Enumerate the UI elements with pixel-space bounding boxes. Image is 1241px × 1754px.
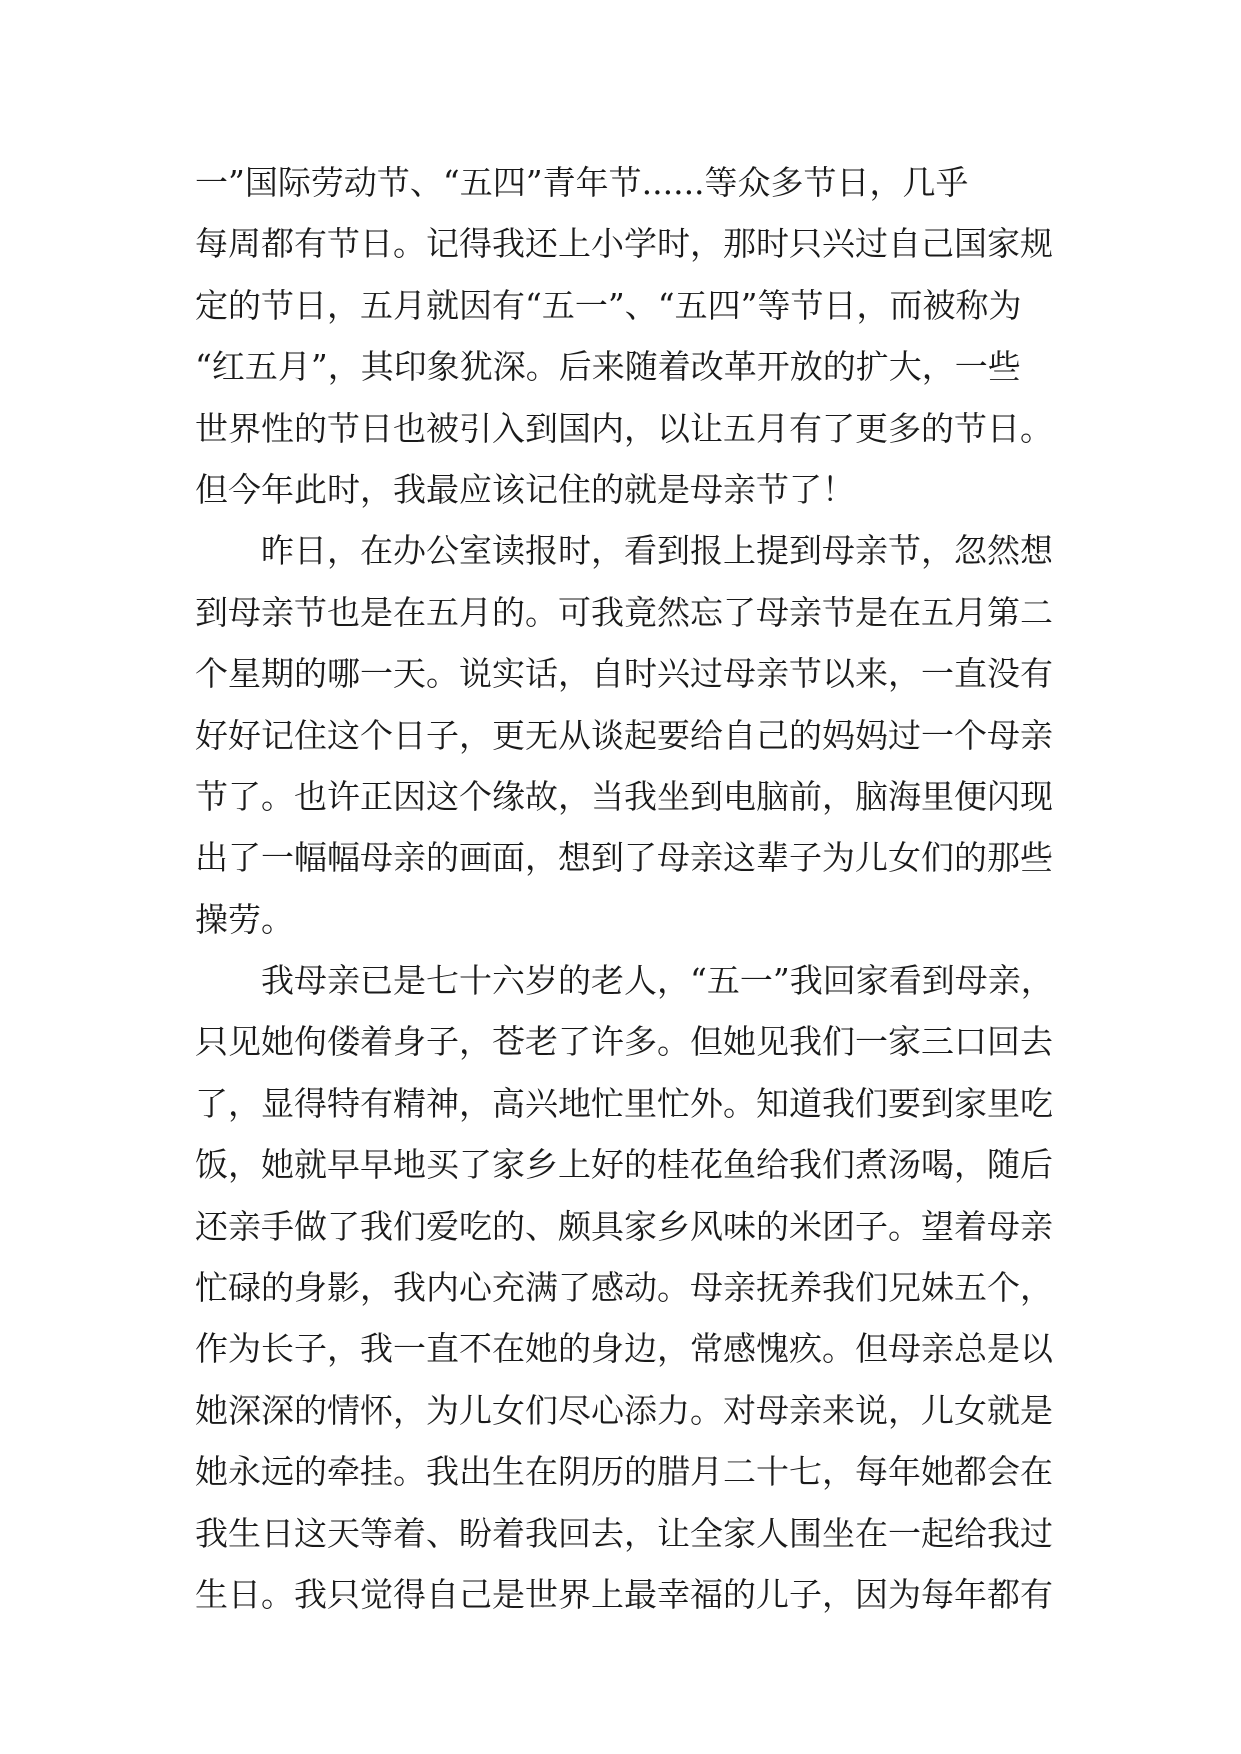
text-line: “红五月”，其印象犹深。后来随着改革开放的扩大，一些 [195,347,1021,387]
text-line: 生日。我只觉得自己是世界上最幸福的儿子，因为每年都有 [195,1574,1053,1614]
text-line: 每周都有节日。记得我还上小学时，那时只兴过自己国家规 [195,224,1053,264]
text-line: 她永远的牵挂。我出生在阴历的腊月二十七，每年她都会在 [195,1452,1053,1492]
text-line: 还亲手做了我们爱吃的、颇具家乡风味的米团子。望着母亲 [195,1206,1053,1246]
text-line: 节了。也许正因这个缘故，当我坐到电脑前，脑海里便闪现 [195,776,1053,816]
text-line: 她深深的情怀，为儿女们尽心添力。对母亲来说，儿女就是 [195,1390,1053,1430]
paragraph-1 [195,152,1065,520]
paragraph-2 [195,520,1065,950]
text-line: 一”国际劳动节、“五四”青年节......等众多节日，几乎 [195,163,969,202]
document-page [195,152,1065,1625]
text-line: 但今年此时，我最应该记住的就是母亲节了！ [195,469,855,509]
text-line: 到母亲节也是在五月的。可我竟然忘了母亲节是在五月第二 [195,592,1053,632]
text-line: 昨日，在办公室读报时，看到报上提到母亲节，忽然想 [261,531,1053,571]
text-line: 饭，她就早早地买了家乡上好的桂花鱼给我们煮汤喝，随后 [195,1145,1053,1185]
text-line: 定的节日，五月就因有“五一”、“五四”等节日，而被称为 [195,285,1022,325]
text-line: 作为长子，我一直不在她的身边，常感愧疚。但母亲总是以 [195,1329,1053,1369]
text-line: 操劳。 [195,899,294,939]
text-line: 个星期的哪一天。说实话，自时兴过母亲节以来，一直没有 [195,654,1053,694]
text-line: 世界性的节日也被引入到国内，以让五月有了更多的节日。 [195,408,1053,448]
text-line: 只见她佝偻着身子，苍老了许多。但她见我们一家三口回去 [195,1022,1053,1062]
text-line: 了，显得特有精神，高兴地忙里忙外。知道我们要到家里吃 [195,1083,1053,1123]
text-line: 我生日这天等着、盼着我回去，让全家人围坐在一起给我过 [195,1513,1053,1553]
text-line: 我母亲已是七十六岁的老人，“五一”我回家看到母亲， [261,961,1054,1001]
text-line: 忙碌的身影，我内心充满了感动。母亲抚养我们兄妹五个， [195,1268,1053,1308]
text-line: 出了一幅幅母亲的画面，想到了母亲这辈子为儿女们的那些 [195,838,1053,878]
paragraph-3 [195,950,1065,1625]
text-line: 好好记住这个日子，更无从谈起要给自己的妈妈过一个母亲 [195,715,1053,755]
